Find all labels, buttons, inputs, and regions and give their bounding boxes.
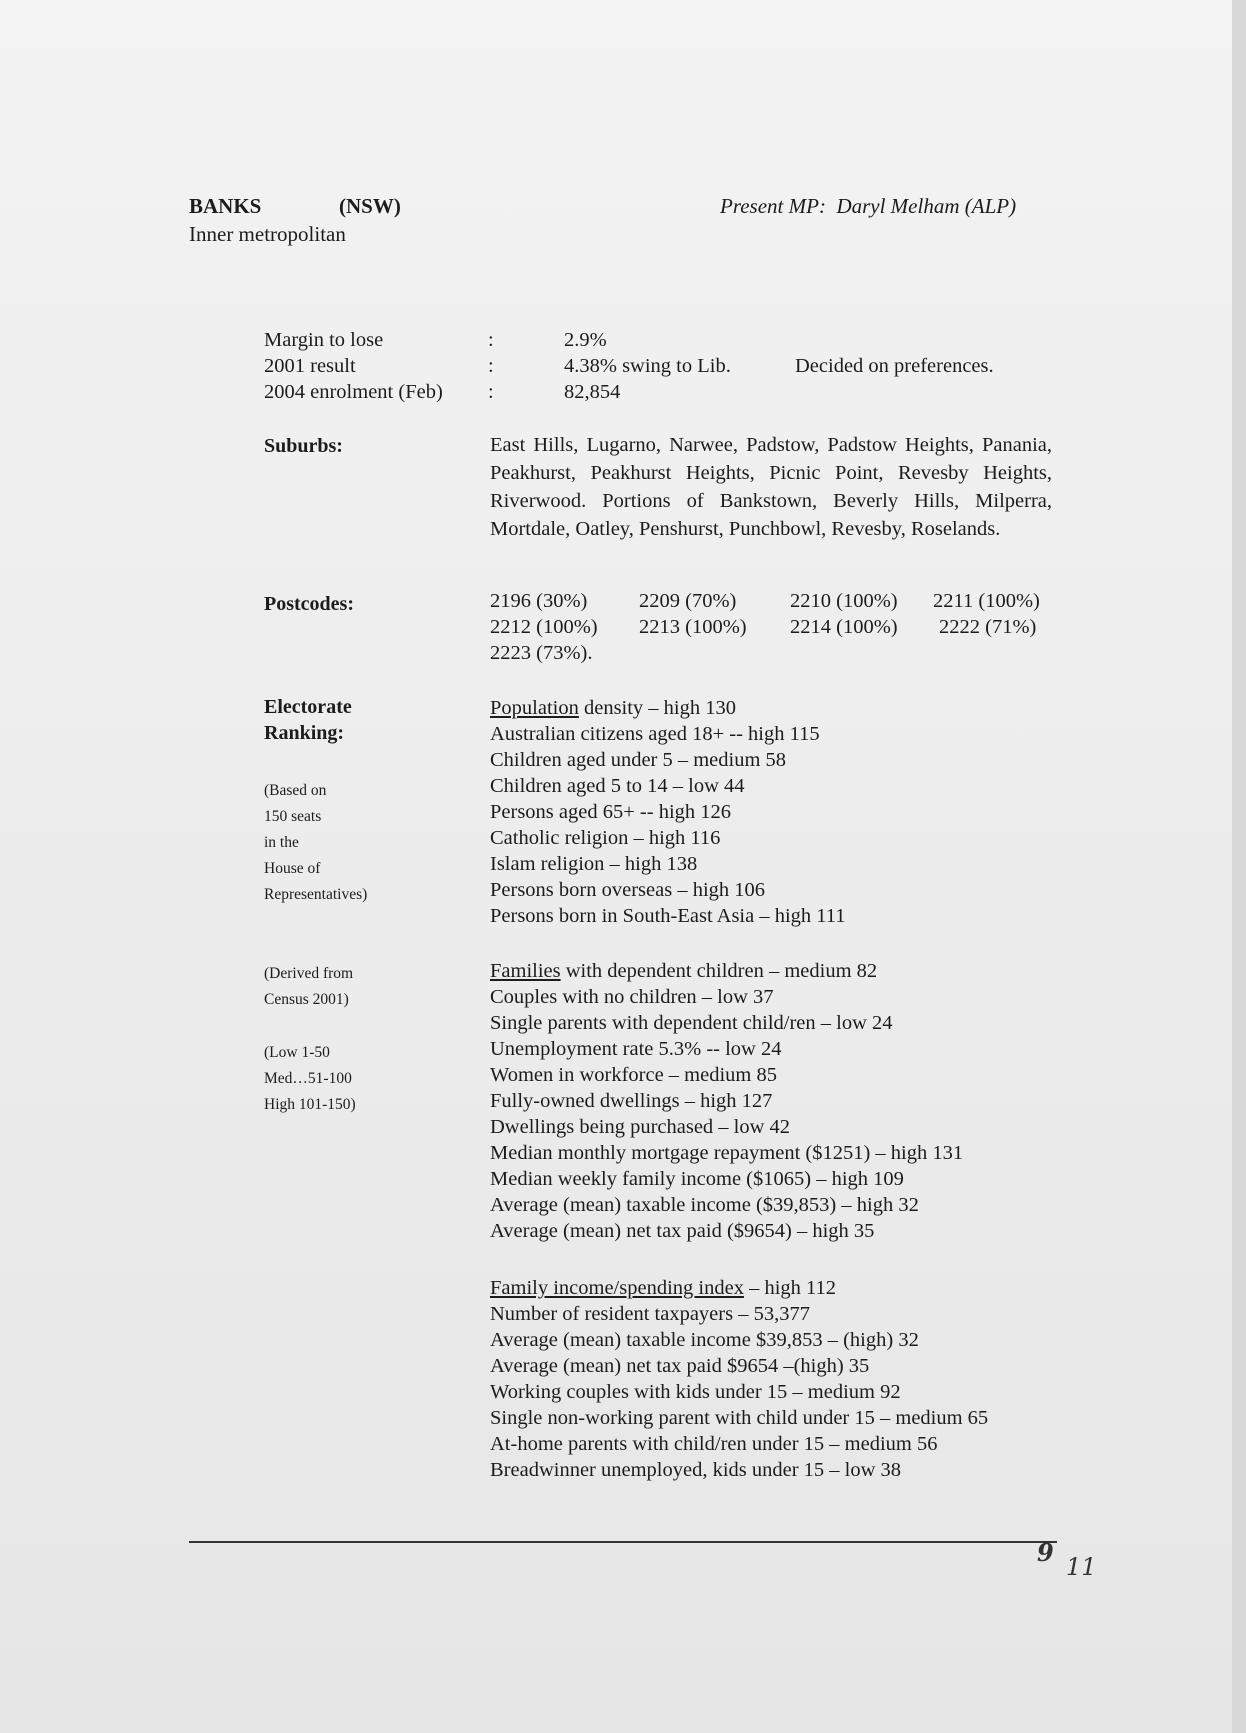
ranking-item: Fully-owned dwellings – high 127 [490,1090,773,1112]
stat-colon: : [488,355,494,377]
mp-label: Present MP: [720,194,826,218]
postcodes-label: Postcodes: [264,593,354,615]
ranking-note-basis [264,778,367,908]
group-heading-underlined: Families [490,960,561,982]
handwritten-page-number: 11 [1066,1553,1097,1581]
postcode: 2210 (100%) [790,590,898,612]
stat-colon: : [488,329,494,351]
group-heading-underlined: Population [490,697,579,719]
present-mp [720,194,1016,219]
ranking-item: Catholic religion – high 116 [490,827,721,849]
ranking-item: Average (mean) net tax paid $9654 –(high) 35 [490,1355,870,1377]
ranking-item: Couples with no children – low 37 [490,986,774,1008]
group-heading-rest: – high 112 [743,1277,837,1299]
ranking-item: Median monthly mortgage repayment ($1251) – high 131 [490,1142,964,1164]
ranking-item: Number of resident taxpayers – 53,377 [490,1303,810,1325]
suburbs-text: East Hills, Lugarno, Narwee, Padstow, Padstow Heights, Panania, Peakhurst, Peakhurst Heights, Picnic Point, Revesby Heights, Riverwood. Portions of Bankstown, Beverly Hills, Milperra, Mortdale, Oatley, Penshurst, Punchbowl, Revesby, Roselands. [490,434,1052,540]
ranking-item: Average (mean) taxable income ($39,853) – high 32 [490,1194,919,1216]
ranking-item: Breadwinner unemployed, kids under 15 – low 38 [490,1459,902,1481]
group-heading [490,958,963,984]
ranking-item: Children aged 5 to 14 – low 44 [490,775,745,797]
note-line: (Based on [264,782,327,799]
stat-label: Margin to lose [264,329,384,351]
ranking-item: Islam religion – high 138 [490,853,698,875]
electorate-region: Inner metropolitan [189,222,346,246]
postcode: 2209 (70%) [639,590,737,612]
note-line: 150 seats [264,808,322,825]
ranking-item: Average (mean) taxable income $39,853 – (high) 32 [490,1329,919,1351]
note-line: High 101-150) [264,1096,356,1113]
stat-extra: Decided on preferences. [795,355,994,377]
ranking-item: Women in workforce – medium 85 [490,1064,777,1086]
note-line: in the [264,834,299,851]
ranking-note-source [264,961,353,1013]
note-line: Census 2001) [264,991,349,1008]
group-heading-rest: with dependent children – medium 82 [560,960,878,982]
note-line: Representatives) [264,886,368,903]
ranking-item: Persons aged 65+ -- high 126 [490,801,732,823]
electorate-name: BANKS [189,194,262,218]
suburbs-label: Suburbs: [264,435,343,457]
postcode: 2213 (100%) [639,616,747,638]
ranking-item: Single parents with dependent child/ren – low 24 [490,1012,893,1034]
stat-label: 2004 enrolment (Feb) [264,381,443,403]
mp-name: Daryl Melham (ALP) [836,194,1017,218]
note-line: (Derived from [264,965,354,982]
postcode: 2214 (100%) [790,616,898,638]
ranking-group-income-index [490,1275,988,1483]
ranking-group-families [490,958,963,1244]
group-heading-rest: density – high 130 [578,697,737,719]
stat-value: 4.38% swing to Lib. [564,355,731,377]
ranking-item: Average (mean) net tax paid ($9654) – high 35 [490,1220,875,1242]
group-heading [490,1275,988,1301]
footer-rule [189,1541,1057,1543]
stat-value: 82,854 [564,381,621,403]
postcode: 2196 (30%) [490,590,588,612]
stat-label: 2001 result [264,355,356,377]
stat-value: 2.9% [564,329,607,351]
ranking-item: Children aged under 5 – medium 58 [490,749,787,771]
ranking-item: Persons born overseas – high 106 [490,879,766,901]
electorate-state: (NSW) [339,194,401,218]
postcode: 2222 (71%) [939,616,1037,638]
ranking-note-scale [264,1040,356,1118]
ranking-item: Unemployment rate 5.3% -- low 24 [490,1038,782,1060]
group-heading-underlined: Family income/spending index [490,1277,744,1299]
ranking-group-population [490,695,846,929]
ranking-label-1: Electorate [264,696,352,718]
note-line: Med…51-100 [264,1070,352,1087]
ranking-item: Australian citizens aged 18+ -- high 115 [490,723,820,745]
ranking-item: At-home parents with child/ren under 15 – medium 56 [490,1433,938,1455]
postcode: 2212 (100%) [490,616,598,638]
note-line: (Low 1-50 [264,1044,330,1061]
ranking-item: Single non-working parent with child under 15 – medium 65 [490,1407,989,1429]
ranking-item: Persons born in South-East Asia – high 111 [490,905,846,927]
ranking-item: Dwellings being purchased – low 42 [490,1116,791,1138]
page-number-mark: 9 [1037,1538,1054,1567]
ranking-item: Working couples with kids under 15 – medium 92 [490,1381,901,1403]
stat-colon: : [488,381,494,403]
group-heading [490,695,846,721]
postcode: 2223 (73%). [490,642,593,664]
ranking-label-2: Ranking: [264,722,345,744]
ranking-item: Median weekly family income ($1065) – high 109 [490,1168,904,1190]
postcode: 2211 (100%) [933,590,1040,612]
note-line: House of [264,860,321,877]
